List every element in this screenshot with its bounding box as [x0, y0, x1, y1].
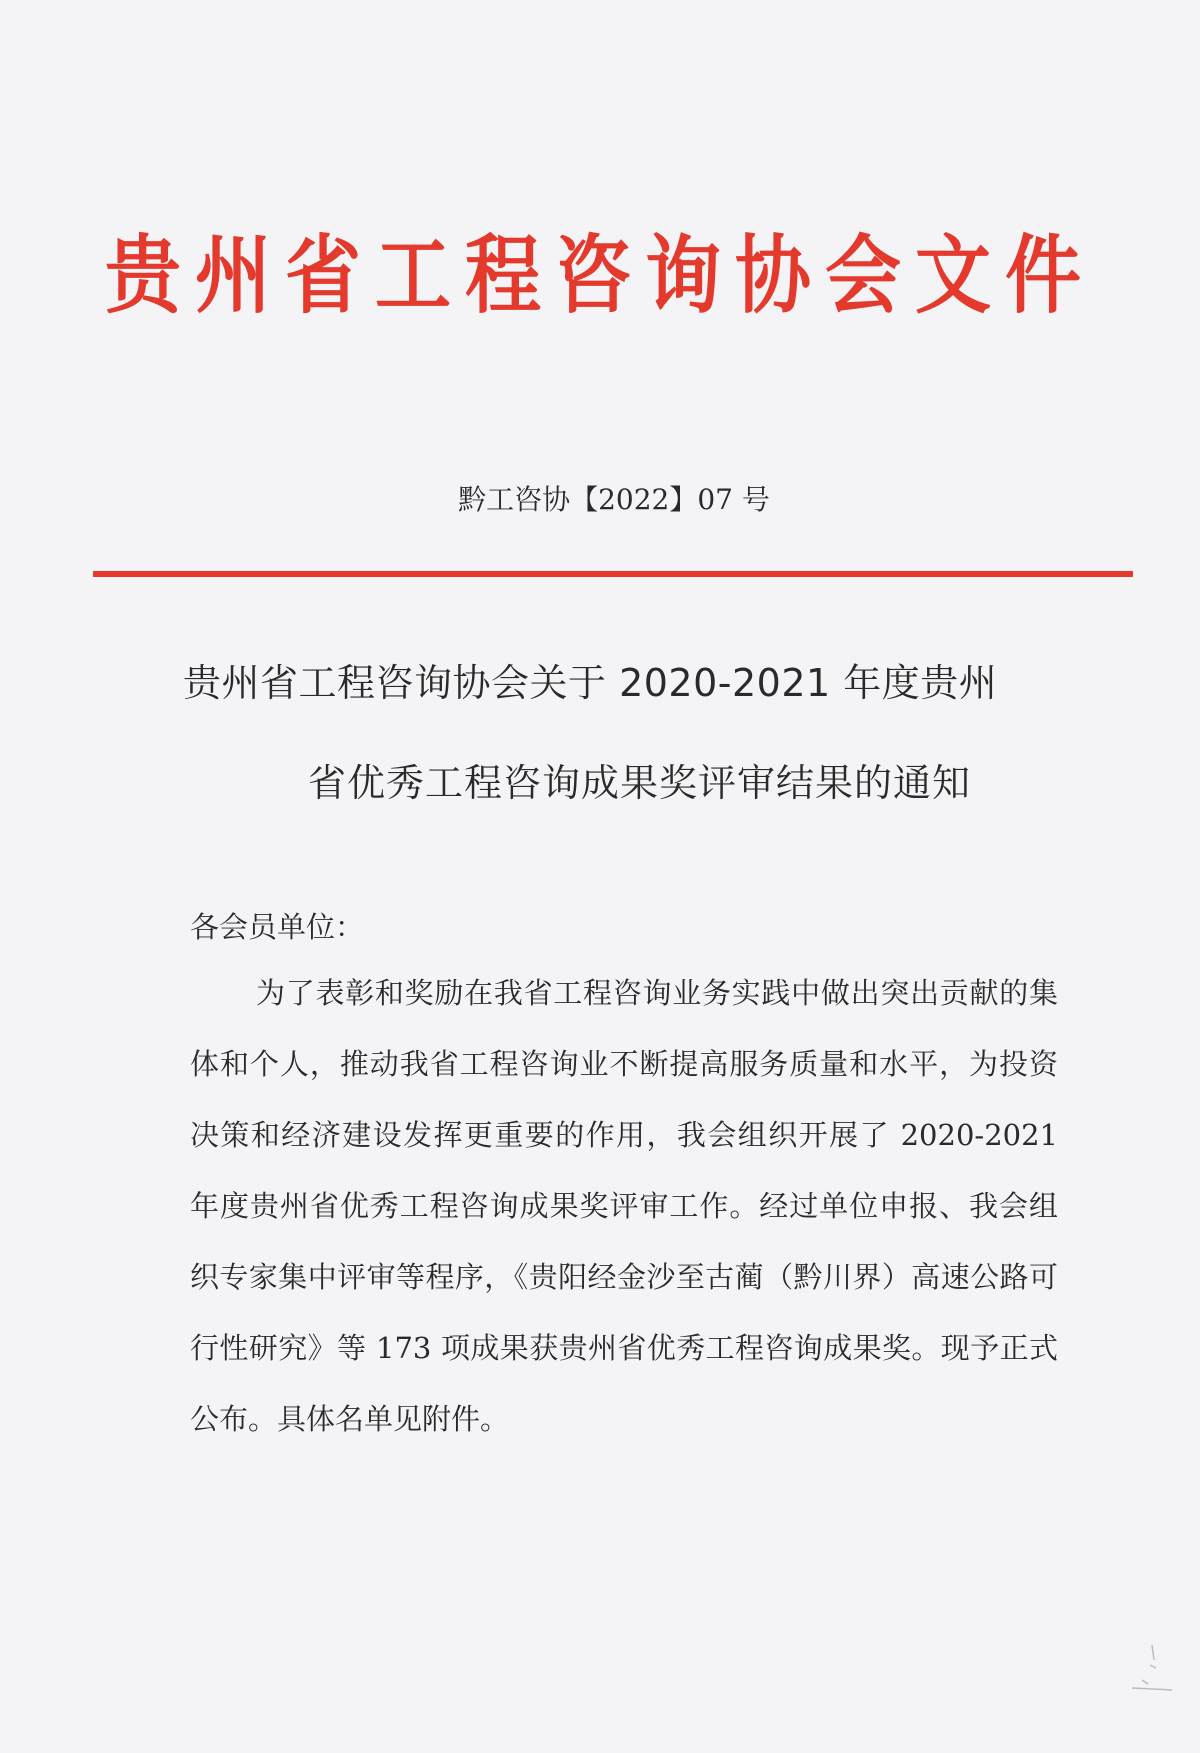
salutation: 各会员单位：	[190, 910, 365, 944]
notice-title-line-2: 省优秀工程咨询成果奖评审结果的通知	[308, 761, 972, 805]
document-masthead: 贵州省工程咨询协会文件	[105, 225, 1095, 326]
document-number: 黔工咨协【2022】07 号	[458, 483, 770, 516]
body-paragraph: 为了表彰和奖励在我省工程咨询业务实践中做出突出贡献的集体和个人，推动我省工程咨询业不断提高服务质量和水平，为投资决策和经济建设发挥更重要的作用，我会组织开展了 2020-2021 年度贵州省优秀工程咨询成果奖评审工作。经过单位申报、我会组织专家集中评审等程序，《贵阳经金沙至古蔺（黔川界）高速公路可行性研究》等 173 项成果获贵州省优秀工程咨询成果奖。现予正式公布。具体名单见附件。	[190, 976, 1058, 1436]
red-divider-line	[93, 571, 1133, 577]
notice-title-line-1: 贵州省工程咨询协会关于 2020-2021 年度贵州	[183, 661, 998, 705]
scan-speck-mark	[1122, 1640, 1182, 1700]
